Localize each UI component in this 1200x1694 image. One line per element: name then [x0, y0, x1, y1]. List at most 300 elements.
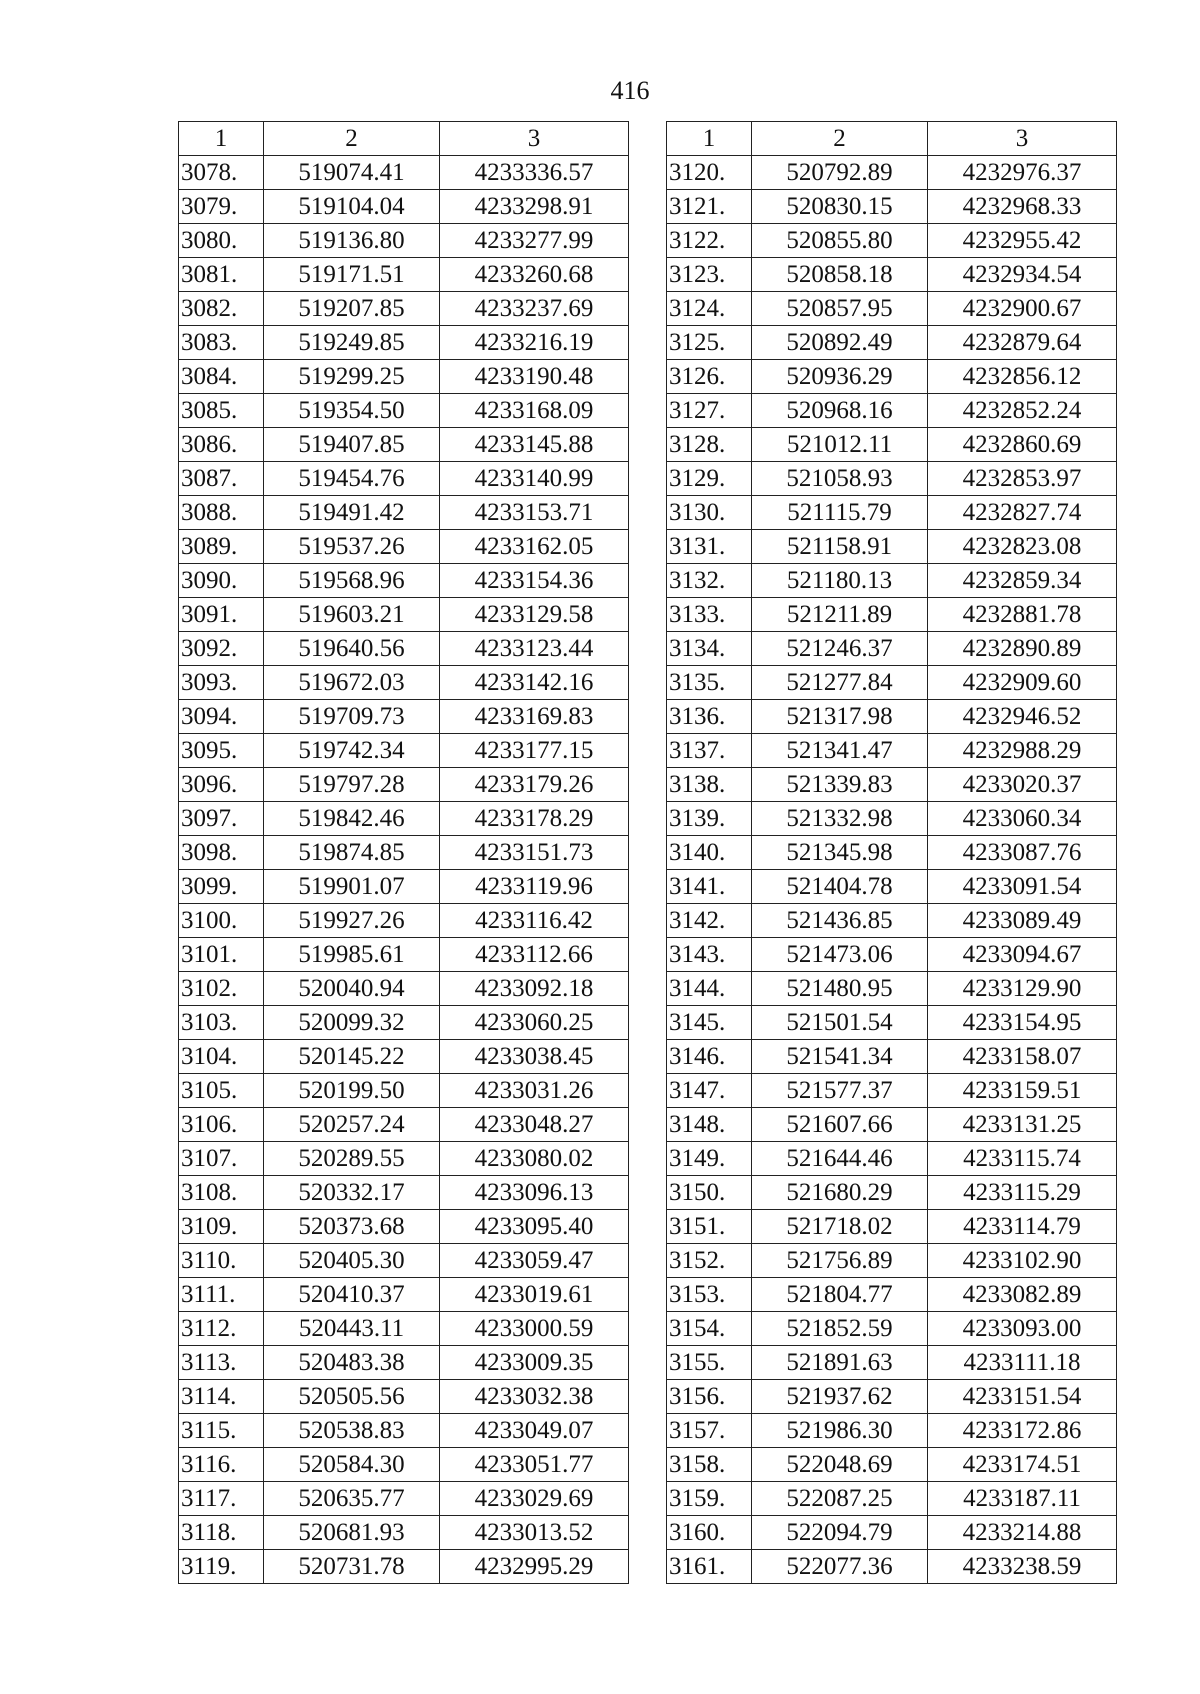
y-coordinate-cell: 4233123.44 — [440, 632, 629, 666]
table-row — [179, 1074, 629, 1108]
point-number-cell: 3102. — [179, 972, 264, 1006]
x-coordinate-cell: 521986.30 — [752, 1414, 928, 1448]
x-coordinate-cell: 519985.61 — [264, 938, 440, 972]
point-number-cell: 3117. — [179, 1482, 264, 1516]
x-coordinate-cell: 521577.37 — [752, 1074, 928, 1108]
x-coordinate-cell: 521058.93 — [752, 462, 928, 496]
x-coordinate-cell: 520731.78 — [264, 1550, 440, 1584]
point-number-cell: 3158. — [667, 1448, 752, 1482]
x-coordinate-cell: 520332.17 — [264, 1176, 440, 1210]
table-row — [179, 1210, 629, 1244]
x-coordinate-cell: 521115.79 — [752, 496, 928, 530]
table-row — [179, 700, 629, 734]
point-number-cell: 3147. — [667, 1074, 752, 1108]
table-row — [179, 360, 629, 394]
table-row — [667, 394, 1117, 428]
x-coordinate-cell: 521480.95 — [752, 972, 928, 1006]
y-coordinate-cell: 4233082.89 — [928, 1278, 1117, 1312]
point-number-cell: 3122. — [667, 224, 752, 258]
point-number-cell: 3082. — [179, 292, 264, 326]
point-number-cell: 3131. — [667, 530, 752, 564]
x-coordinate-cell: 521246.37 — [752, 632, 928, 666]
y-coordinate-cell: 4233162.05 — [440, 530, 629, 564]
point-number-cell: 3140. — [667, 836, 752, 870]
x-coordinate-cell: 521680.29 — [752, 1176, 928, 1210]
x-coordinate-cell: 521891.63 — [752, 1346, 928, 1380]
table-row — [179, 292, 629, 326]
y-coordinate-cell: 4233151.54 — [928, 1380, 1117, 1414]
table-row — [667, 1006, 1117, 1040]
x-coordinate-cell: 520858.18 — [752, 258, 928, 292]
y-coordinate-cell: 4232859.34 — [928, 564, 1117, 598]
table-row — [179, 326, 629, 360]
table-row — [667, 1142, 1117, 1176]
table-row — [179, 1142, 629, 1176]
x-coordinate-cell: 519603.21 — [264, 598, 440, 632]
point-number-cell: 3157. — [667, 1414, 752, 1448]
column-header-1: 1 — [667, 122, 752, 156]
y-coordinate-cell: 4233216.19 — [440, 326, 629, 360]
table-row — [667, 292, 1117, 326]
x-coordinate-cell: 521339.83 — [752, 768, 928, 802]
x-coordinate-cell: 519874.85 — [264, 836, 440, 870]
table-row — [667, 938, 1117, 972]
y-coordinate-cell: 4233260.68 — [440, 258, 629, 292]
point-number-cell: 3111. — [179, 1278, 264, 1312]
y-coordinate-cell: 4233019.61 — [440, 1278, 629, 1312]
table-row — [179, 870, 629, 904]
y-coordinate-cell: 4233151.73 — [440, 836, 629, 870]
x-coordinate-cell: 520855.80 — [752, 224, 928, 258]
point-number-cell: 3146. — [667, 1040, 752, 1074]
table-row — [667, 768, 1117, 802]
x-coordinate-cell: 519842.46 — [264, 802, 440, 836]
x-coordinate-cell: 519568.96 — [264, 564, 440, 598]
point-number-cell: 3132. — [667, 564, 752, 598]
column-header-1: 1 — [179, 122, 264, 156]
table-row — [179, 734, 629, 768]
x-coordinate-cell: 519354.50 — [264, 394, 440, 428]
table-row — [179, 1244, 629, 1278]
x-coordinate-cell: 521180.13 — [752, 564, 928, 598]
x-coordinate-cell: 522048.69 — [752, 1448, 928, 1482]
y-coordinate-cell: 4233115.29 — [928, 1176, 1117, 1210]
y-coordinate-cell: 4233080.02 — [440, 1142, 629, 1176]
table-row — [179, 836, 629, 870]
y-coordinate-cell: 4233059.47 — [440, 1244, 629, 1278]
table-row — [667, 1550, 1117, 1584]
x-coordinate-cell: 521317.98 — [752, 700, 928, 734]
x-coordinate-cell: 519074.41 — [264, 156, 440, 190]
table-row — [667, 1380, 1117, 1414]
x-coordinate-cell: 520405.30 — [264, 1244, 440, 1278]
table-row — [179, 462, 629, 496]
table-row — [179, 190, 629, 224]
y-coordinate-cell: 4233102.90 — [928, 1244, 1117, 1278]
table-row — [667, 1482, 1117, 1516]
table-row — [179, 496, 629, 530]
x-coordinate-cell: 519299.25 — [264, 360, 440, 394]
x-coordinate-cell: 520538.83 — [264, 1414, 440, 1448]
x-coordinate-cell: 519797.28 — [264, 768, 440, 802]
table-row — [179, 428, 629, 462]
y-coordinate-cell: 4233009.35 — [440, 1346, 629, 1380]
y-coordinate-cell: 4232852.24 — [928, 394, 1117, 428]
column-header-3: 3 — [928, 122, 1117, 156]
point-number-cell: 3083. — [179, 326, 264, 360]
point-number-cell: 3124. — [667, 292, 752, 326]
y-coordinate-cell: 4233131.25 — [928, 1108, 1117, 1142]
table-row — [667, 1448, 1117, 1482]
point-number-cell: 3156. — [667, 1380, 752, 1414]
x-coordinate-cell: 519136.80 — [264, 224, 440, 258]
x-coordinate-cell: 519491.42 — [264, 496, 440, 530]
x-coordinate-cell: 521541.34 — [752, 1040, 928, 1074]
x-coordinate-cell: 520792.89 — [752, 156, 928, 190]
column-header-2: 2 — [264, 122, 440, 156]
table-row — [667, 836, 1117, 870]
x-coordinate-cell: 521501.54 — [752, 1006, 928, 1040]
x-coordinate-cell: 521436.85 — [752, 904, 928, 938]
y-coordinate-cell: 4233060.25 — [440, 1006, 629, 1040]
column-header-3: 3 — [440, 122, 629, 156]
point-number-cell: 3094. — [179, 700, 264, 734]
y-coordinate-cell: 4233174.51 — [928, 1448, 1117, 1482]
x-coordinate-cell: 521277.84 — [752, 666, 928, 700]
table-row — [667, 190, 1117, 224]
point-number-cell: 3114. — [179, 1380, 264, 1414]
y-coordinate-cell: 4233031.26 — [440, 1074, 629, 1108]
y-coordinate-cell: 4233091.54 — [928, 870, 1117, 904]
point-number-cell: 3078. — [179, 156, 264, 190]
y-coordinate-cell: 4233129.58 — [440, 598, 629, 632]
point-number-cell: 3081. — [179, 258, 264, 292]
y-coordinate-cell: 4232890.89 — [928, 632, 1117, 666]
table-row — [179, 1176, 629, 1210]
point-number-cell: 3127. — [667, 394, 752, 428]
y-coordinate-cell: 4233060.34 — [928, 802, 1117, 836]
point-number-cell: 3123. — [667, 258, 752, 292]
y-coordinate-cell: 4233179.26 — [440, 768, 629, 802]
x-coordinate-cell: 520681.93 — [264, 1516, 440, 1550]
point-number-cell: 3089. — [179, 530, 264, 564]
table-row — [179, 258, 629, 292]
y-coordinate-cell: 4232879.64 — [928, 326, 1117, 360]
y-coordinate-cell: 4233277.99 — [440, 224, 629, 258]
point-number-cell: 3095. — [179, 734, 264, 768]
x-coordinate-cell: 519901.07 — [264, 870, 440, 904]
y-coordinate-cell: 4233089.49 — [928, 904, 1117, 938]
y-coordinate-cell: 4232988.29 — [928, 734, 1117, 768]
y-coordinate-cell: 4233172.86 — [928, 1414, 1117, 1448]
point-number-cell: 3108. — [179, 1176, 264, 1210]
point-number-cell: 3088. — [179, 496, 264, 530]
y-coordinate-cell: 4233142.16 — [440, 666, 629, 700]
point-number-cell: 3125. — [667, 326, 752, 360]
table-row — [667, 258, 1117, 292]
page-number: 416 — [610, 76, 650, 105]
x-coordinate-cell: 521473.06 — [752, 938, 928, 972]
y-coordinate-cell: 4233093.00 — [928, 1312, 1117, 1346]
table-row — [667, 666, 1117, 700]
coordinates-table-right — [666, 121, 1117, 1584]
table-row — [179, 904, 629, 938]
x-coordinate-cell: 521718.02 — [752, 1210, 928, 1244]
y-coordinate-cell: 4233112.66 — [440, 938, 629, 972]
x-coordinate-cell: 519640.56 — [264, 632, 440, 666]
table-row — [179, 224, 629, 258]
table-row — [179, 1448, 629, 1482]
x-coordinate-cell: 520040.94 — [264, 972, 440, 1006]
point-number-cell: 3128. — [667, 428, 752, 462]
table-row — [667, 734, 1117, 768]
point-number-cell: 3139. — [667, 802, 752, 836]
point-number-cell: 3130. — [667, 496, 752, 530]
point-number-cell: 3090. — [179, 564, 264, 598]
point-number-cell: 3093. — [179, 666, 264, 700]
point-number-cell: 3138. — [667, 768, 752, 802]
x-coordinate-cell: 521332.98 — [752, 802, 928, 836]
y-coordinate-cell: 4233237.69 — [440, 292, 629, 326]
x-coordinate-cell: 522094.79 — [752, 1516, 928, 1550]
y-coordinate-cell: 4232853.97 — [928, 462, 1117, 496]
table-row — [667, 632, 1117, 666]
point-number-cell: 3126. — [667, 360, 752, 394]
table-row — [179, 598, 629, 632]
point-number-cell: 3134. — [667, 632, 752, 666]
point-number-cell: 3150. — [667, 1176, 752, 1210]
y-coordinate-cell: 4233169.83 — [440, 700, 629, 734]
table-row — [667, 1176, 1117, 1210]
x-coordinate-cell: 519104.04 — [264, 190, 440, 224]
header-row — [667, 122, 1117, 156]
point-number-cell: 3135. — [667, 666, 752, 700]
point-number-cell: 3115. — [179, 1414, 264, 1448]
table-row — [667, 1040, 1117, 1074]
point-number-cell: 3092. — [179, 632, 264, 666]
point-number-cell: 3105. — [179, 1074, 264, 1108]
point-number-cell: 3161. — [667, 1550, 752, 1584]
point-number-cell: 3100. — [179, 904, 264, 938]
table-row — [667, 1312, 1117, 1346]
x-coordinate-cell: 520635.77 — [264, 1482, 440, 1516]
x-coordinate-cell: 519742.34 — [264, 734, 440, 768]
table-row — [667, 700, 1117, 734]
y-coordinate-cell: 4232995.29 — [440, 1550, 629, 1584]
point-number-cell: 3143. — [667, 938, 752, 972]
point-number-cell: 3153. — [667, 1278, 752, 1312]
point-number-cell: 3112. — [179, 1312, 264, 1346]
y-coordinate-cell: 4233119.96 — [440, 870, 629, 904]
table-row — [179, 632, 629, 666]
table-row — [667, 1074, 1117, 1108]
y-coordinate-cell: 4233177.15 — [440, 734, 629, 768]
table-row — [179, 530, 629, 564]
table-row — [179, 394, 629, 428]
y-coordinate-cell: 4233159.51 — [928, 1074, 1117, 1108]
table-row — [667, 530, 1117, 564]
x-coordinate-cell: 520443.11 — [264, 1312, 440, 1346]
point-number-cell: 3106. — [179, 1108, 264, 1142]
table-row — [667, 1346, 1117, 1380]
point-number-cell: 3079. — [179, 190, 264, 224]
point-number-cell: 3118. — [179, 1516, 264, 1550]
point-number-cell: 3154. — [667, 1312, 752, 1346]
column-header-2: 2 — [752, 122, 928, 156]
y-coordinate-cell: 4233129.90 — [928, 972, 1117, 1006]
table-row — [179, 564, 629, 598]
table-row — [179, 1482, 629, 1516]
y-coordinate-cell: 4233187.11 — [928, 1482, 1117, 1516]
y-coordinate-cell: 4232955.42 — [928, 224, 1117, 258]
table-row — [179, 1516, 629, 1550]
table-row — [667, 564, 1117, 598]
point-number-cell: 3145. — [667, 1006, 752, 1040]
x-coordinate-cell: 519672.03 — [264, 666, 440, 700]
y-coordinate-cell: 4233190.48 — [440, 360, 629, 394]
y-coordinate-cell: 4233111.18 — [928, 1346, 1117, 1380]
table-row — [667, 1108, 1117, 1142]
x-coordinate-cell: 521852.59 — [752, 1312, 928, 1346]
point-number-cell: 3104. — [179, 1040, 264, 1074]
y-coordinate-cell: 4233092.18 — [440, 972, 629, 1006]
x-coordinate-cell: 519454.76 — [264, 462, 440, 496]
y-coordinate-cell: 4233029.69 — [440, 1482, 629, 1516]
x-coordinate-cell: 521804.77 — [752, 1278, 928, 1312]
point-number-cell: 3103. — [179, 1006, 264, 1040]
y-coordinate-cell: 4232860.69 — [928, 428, 1117, 462]
table-body-right — [667, 156, 1117, 1584]
point-number-cell: 3121. — [667, 190, 752, 224]
table-row — [179, 1312, 629, 1346]
header-row — [179, 122, 629, 156]
table-row — [179, 666, 629, 700]
table-row — [667, 224, 1117, 258]
point-number-cell: 3113. — [179, 1346, 264, 1380]
y-coordinate-cell: 4232934.54 — [928, 258, 1117, 292]
point-number-cell: 3148. — [667, 1108, 752, 1142]
x-coordinate-cell: 520145.22 — [264, 1040, 440, 1074]
point-number-cell: 3129. — [667, 462, 752, 496]
point-number-cell: 3091. — [179, 598, 264, 632]
y-coordinate-cell: 4233038.45 — [440, 1040, 629, 1074]
table-row — [667, 1414, 1117, 1448]
point-number-cell: 3142. — [667, 904, 752, 938]
y-coordinate-cell: 4232856.12 — [928, 360, 1117, 394]
y-coordinate-cell: 4233000.59 — [440, 1312, 629, 1346]
y-coordinate-cell: 4233087.76 — [928, 836, 1117, 870]
point-number-cell: 3084. — [179, 360, 264, 394]
table-row — [667, 904, 1117, 938]
point-number-cell: 3096. — [179, 768, 264, 802]
y-coordinate-cell: 4233049.07 — [440, 1414, 629, 1448]
table-row — [667, 360, 1117, 394]
x-coordinate-cell: 520830.15 — [752, 190, 928, 224]
table-row — [179, 768, 629, 802]
point-number-cell: 3107. — [179, 1142, 264, 1176]
point-number-cell: 3080. — [179, 224, 264, 258]
y-coordinate-cell: 4233115.74 — [928, 1142, 1117, 1176]
table-row — [667, 802, 1117, 836]
table-row — [179, 1040, 629, 1074]
x-coordinate-cell: 519171.51 — [264, 258, 440, 292]
point-number-cell: 3098. — [179, 836, 264, 870]
x-coordinate-cell: 520968.16 — [752, 394, 928, 428]
table-body-left — [179, 156, 629, 1584]
x-coordinate-cell: 520892.49 — [752, 326, 928, 360]
table-row — [179, 1380, 629, 1414]
y-coordinate-cell: 4232909.60 — [928, 666, 1117, 700]
x-coordinate-cell: 520199.50 — [264, 1074, 440, 1108]
point-number-cell: 3144. — [667, 972, 752, 1006]
table-row — [179, 1278, 629, 1312]
x-coordinate-cell: 521607.66 — [752, 1108, 928, 1142]
x-coordinate-cell: 519207.85 — [264, 292, 440, 326]
point-number-cell: 3133. — [667, 598, 752, 632]
x-coordinate-cell: 520099.32 — [264, 1006, 440, 1040]
y-coordinate-cell: 4233145.88 — [440, 428, 629, 462]
x-coordinate-cell: 520857.95 — [752, 292, 928, 326]
point-number-cell: 3119. — [179, 1550, 264, 1584]
y-coordinate-cell: 4233336.57 — [440, 156, 629, 190]
table-row — [667, 496, 1117, 530]
x-coordinate-cell: 519249.85 — [264, 326, 440, 360]
table-row — [667, 1244, 1117, 1278]
y-coordinate-cell: 4233094.67 — [928, 938, 1117, 972]
y-coordinate-cell: 4233051.77 — [440, 1448, 629, 1482]
point-number-cell: 3151. — [667, 1210, 752, 1244]
table-row — [179, 1346, 629, 1380]
y-coordinate-cell: 4233214.88 — [928, 1516, 1117, 1550]
x-coordinate-cell: 519927.26 — [264, 904, 440, 938]
point-number-cell: 3120. — [667, 156, 752, 190]
point-number-cell: 3152. — [667, 1244, 752, 1278]
coordinates-table-left — [178, 121, 629, 1584]
y-coordinate-cell: 4233238.59 — [928, 1550, 1117, 1584]
table-row — [179, 938, 629, 972]
table-row — [667, 1516, 1117, 1550]
y-coordinate-cell: 4233116.42 — [440, 904, 629, 938]
x-coordinate-cell: 520936.29 — [752, 360, 928, 394]
point-number-cell: 3160. — [667, 1516, 752, 1550]
y-coordinate-cell: 4233298.91 — [440, 190, 629, 224]
y-coordinate-cell: 4233178.29 — [440, 802, 629, 836]
table-row — [179, 1550, 629, 1584]
y-coordinate-cell: 4233158.07 — [928, 1040, 1117, 1074]
point-number-cell: 3110. — [179, 1244, 264, 1278]
x-coordinate-cell: 520505.56 — [264, 1380, 440, 1414]
x-coordinate-cell: 521756.89 — [752, 1244, 928, 1278]
y-coordinate-cell: 4233096.13 — [440, 1176, 629, 1210]
y-coordinate-cell: 4232976.37 — [928, 156, 1117, 190]
y-coordinate-cell: 4233154.95 — [928, 1006, 1117, 1040]
x-coordinate-cell: 521404.78 — [752, 870, 928, 904]
x-coordinate-cell: 521345.98 — [752, 836, 928, 870]
y-coordinate-cell: 4233168.09 — [440, 394, 629, 428]
table-row — [667, 326, 1117, 360]
y-coordinate-cell: 4233032.38 — [440, 1380, 629, 1414]
x-coordinate-cell: 521644.46 — [752, 1142, 928, 1176]
table-row — [667, 972, 1117, 1006]
y-coordinate-cell: 4232881.78 — [928, 598, 1117, 632]
y-coordinate-cell: 4233154.36 — [440, 564, 629, 598]
table-row — [667, 462, 1117, 496]
x-coordinate-cell: 521341.47 — [752, 734, 928, 768]
table-row — [179, 972, 629, 1006]
x-coordinate-cell: 521158.91 — [752, 530, 928, 564]
table-row — [179, 156, 629, 190]
y-coordinate-cell: 4232968.33 — [928, 190, 1117, 224]
